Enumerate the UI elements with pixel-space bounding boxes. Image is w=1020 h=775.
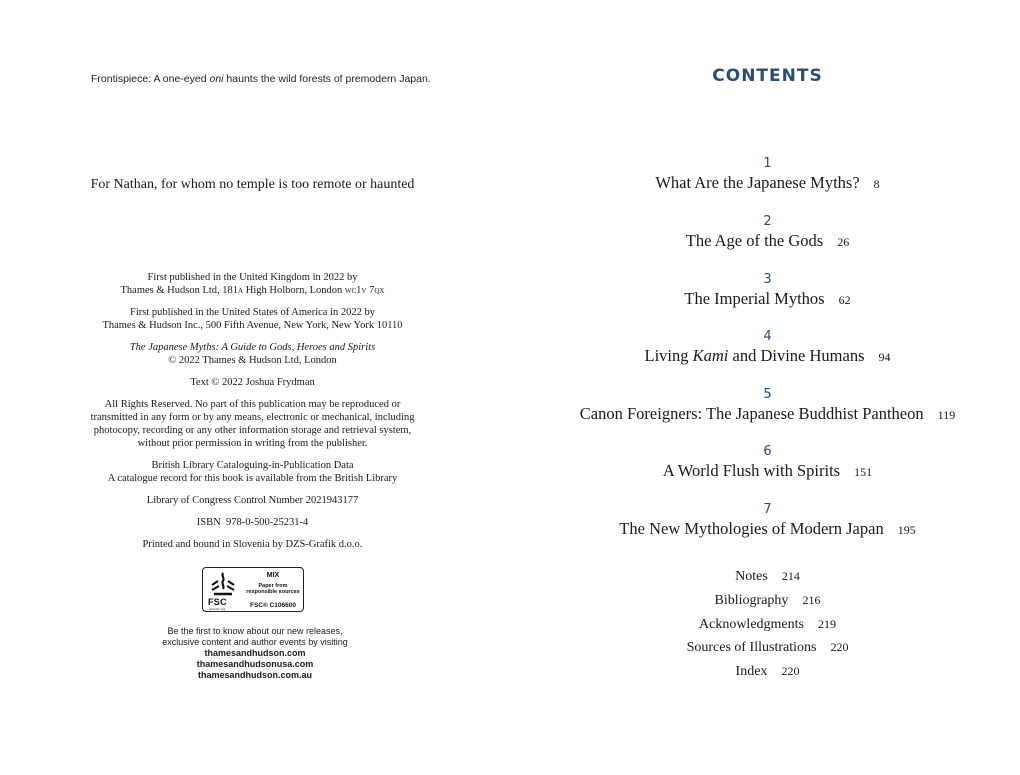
chapter-title: A World Flush with Spirits	[662, 461, 841, 480]
toc-chapter[interactable]	[510, 502, 1020, 541]
chapter-number: 4	[763, 329, 772, 344]
isbn: ISBN 978-0-500-25231-4	[196, 517, 309, 528]
chapter-page: 62	[838, 293, 851, 307]
frontispiece-text: Frontispiece: A one-eyed	[91, 73, 210, 85]
chapter-title: Canon Foreigners: The Japanese Buddhist Pantheon	[579, 404, 924, 423]
text-credit: Text © 2022 Joshua Frydman	[190, 377, 315, 388]
back-matter-page: 214	[781, 569, 800, 583]
toc-chapter[interactable]	[510, 214, 1020, 253]
book-title: The Japanese Myths: A Guide to Gods, Heroes and Spirits	[129, 342, 376, 353]
publisher-site-link[interactable]: thamesandhudson.com	[204, 648, 306, 658]
printer-line: Printed and bound in Slovenia by DZS-Grafik d.o.o.	[142, 539, 363, 550]
rights-line-1: All Rights Reserved. No part of this publication may be reproduced or	[104, 399, 401, 410]
rights-line-3: photocopy, recording or any other information storage and retrieval system,	[93, 425, 412, 436]
chapter-page: 119	[937, 408, 956, 422]
chapter-number: 7	[763, 502, 772, 517]
back-matter-title: Index	[735, 664, 768, 679]
chapter-number: 3	[763, 272, 772, 287]
us-line-2: Thames & Hudson Inc., 500 Fifth Avenue, New York, New York 10110	[102, 320, 403, 331]
back-matter-title: Bibliography	[714, 593, 789, 608]
frontispiece-italic: oni	[209, 73, 224, 85]
chapter-number: 1	[763, 156, 772, 171]
toc-back-matter[interactable]	[510, 664, 1020, 680]
back-matter-title: Notes	[735, 569, 768, 584]
cip-line-2: A catalogue record for this book is available from the British Library	[107, 473, 398, 484]
back-matter-page: 220	[781, 664, 800, 678]
publisher-line-2: exclusive content and author events by visiting	[162, 637, 348, 647]
frontispiece-text-end: haunts the wild forests of premodern Japan.	[223, 73, 431, 85]
back-matter-title: Acknowledgments	[699, 617, 804, 632]
toc-back-matter[interactable]	[510, 617, 1020, 633]
fsc-paper-text	[243, 583, 303, 595]
chapter-number: 2	[763, 214, 772, 229]
fsc-paper-line-2: responsible sources	[246, 589, 300, 595]
uk-line-2-sc: a	[238, 285, 244, 296]
chapter-title: What Are the Japanese Myths?	[655, 173, 860, 192]
toc-chapter[interactable]	[510, 444, 1020, 483]
chapter-page: 195	[897, 523, 916, 537]
fsc-tree-icon	[208, 571, 238, 597]
chapter-title-italic: Kami	[692, 346, 729, 365]
chapter-title: The Age of the Gods	[685, 231, 824, 250]
chapter-number: 6	[763, 444, 772, 459]
chapter-title: The New Mythologies of Modern Japan	[619, 519, 884, 538]
rights-line-4: without prior permission in writing from the publisher.	[137, 438, 368, 449]
contents-heading: CONTENTS	[712, 66, 823, 86]
uk-postcode: wc1v 7qx	[344, 285, 385, 296]
toc-chapter[interactable]	[510, 329, 1020, 368]
cip-data	[70, 459, 435, 485]
chapter-page: 94	[878, 350, 891, 364]
back-matter-page: 219	[817, 617, 836, 631]
toc-back-matter[interactable]	[510, 569, 1020, 585]
loc-number: Library of Congress Control Number 2021943177	[146, 495, 359, 506]
publisher-note	[110, 626, 400, 681]
copyright-line: © 2022 Thames & Hudson Ltd, London	[168, 355, 337, 366]
chapter-title: Living	[644, 346, 693, 365]
copyright-block	[70, 341, 435, 367]
chapter-title-end: and Divine Humans	[728, 346, 865, 365]
rights-line-2: transmitted in any form or by any means, electronic or mechanical, including	[90, 412, 415, 423]
back-matter-page: 220	[830, 640, 849, 654]
toc-back-matter[interactable]	[510, 640, 1020, 656]
chapter-number: 5	[763, 387, 772, 402]
cip-line-1: British Library Cataloguing-in-Publication Data	[151, 460, 354, 471]
toc-chapter[interactable]	[510, 156, 1020, 195]
back-matter-title: Sources of Illustrations	[686, 640, 817, 655]
uk-line-2-rest: High Holborn, London	[243, 285, 345, 296]
toc-back-matter[interactable]	[510, 593, 1020, 609]
back-matter-page: 216	[802, 593, 821, 607]
fsc-code: FSC® C106600	[250, 602, 296, 609]
imprint-block	[70, 271, 435, 560]
fsc-mix: MIX	[266, 572, 280, 579]
us-line-1: First published in the United States of America in 2022 by	[130, 307, 375, 318]
chapter-page: 26	[837, 235, 850, 249]
uk-line-2: Thames & Hudson Ltd, 181	[120, 285, 239, 296]
chapter-page: 8	[873, 177, 880, 191]
fsc-logo	[202, 567, 304, 612]
rights-statement	[70, 398, 435, 450]
dedication: For Nathan, for whom no temple is too remote or haunted	[90, 177, 415, 192]
publisher-line-1: Be the first to know about our new releases,	[167, 626, 343, 636]
uk-line-1: First published in the United Kingdom in 2022 by	[147, 272, 358, 283]
us-publication	[70, 306, 435, 332]
frontispiece-caption	[91, 73, 431, 85]
chapter-title: The Imperial Mythos	[684, 289, 825, 308]
fsc-paper-line-1: Paper from	[258, 583, 288, 589]
toc-chapter[interactable]	[510, 272, 1020, 311]
fsc-website: www.fsc.org	[209, 607, 226, 611]
toc-chapter[interactable]	[510, 387, 1020, 426]
publisher-site-link[interactable]: thamesandhudsonusa.com	[196, 659, 314, 669]
chapter-page: 151	[854, 465, 873, 479]
fsc-mark: FSC	[208, 597, 227, 607]
uk-publication	[70, 271, 435, 297]
contents-page	[510, 0, 1020, 775]
publisher-site-link[interactable]: thamesandhudson.com.au	[197, 670, 313, 680]
